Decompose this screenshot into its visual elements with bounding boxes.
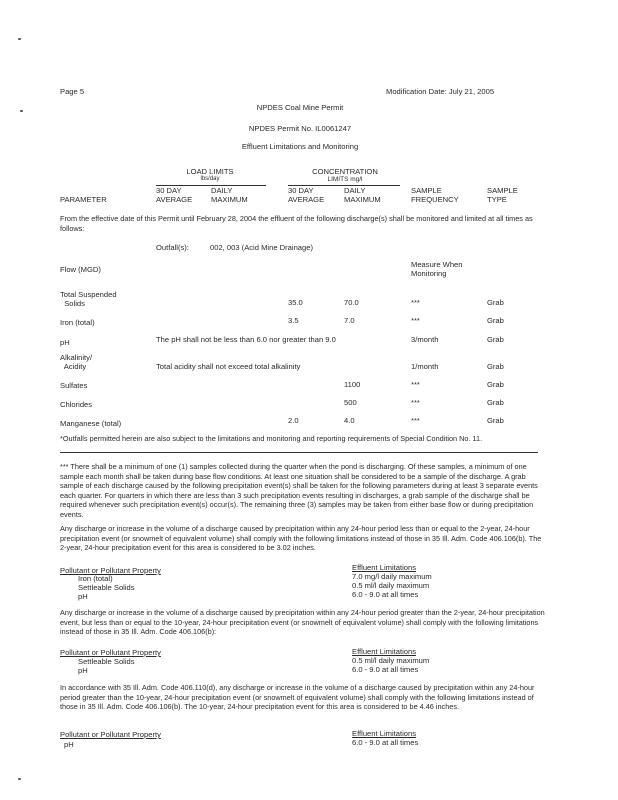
sampling-paragraph: *** There shall be a minimum of one (1) samples collected during the quarter when the pond is discharging. Of these samples, a minimum of one sample each month shall be taken during base flow conditions. At least one situation shall be considered to be a sample of the discharge. A grab sample of each discharge caused by the following precipitation event(s) shall be taken for the following parameters during at least 3 separate events each quarter. For quarters in which there are less than 3 such precipitation events resulting in discharges, a grab sample of the discharge shall be required whenever such precipitation event(s) occur(s). The remaining three (3) samples may be taken from either base flow or during precipitation events. xyxy=(60,462,538,519)
row-type: Grab xyxy=(487,362,504,371)
row-frequency: Measure When Monitoring xyxy=(411,260,463,278)
permit-number: NPDES Permit No. IL0061247 xyxy=(248,124,352,133)
row-parameter: Chlorides xyxy=(60,400,93,409)
row-conc-max: 4.0 xyxy=(344,416,355,425)
modification-date: Modification Date: July 21, 2005 xyxy=(386,87,495,96)
row-frequency: *** xyxy=(411,398,420,407)
page-number: Page 5 xyxy=(60,87,85,96)
row-parameter: Alkalinity/ Acidity xyxy=(60,353,93,371)
row-type: Grab xyxy=(487,398,504,407)
pollutant-name: Settleable Solids xyxy=(78,657,135,666)
row-conc-max: 70.0 xyxy=(344,298,359,307)
row-type: Grab xyxy=(487,380,504,389)
ten-year-event-paragraph: Any discharge or increase in the volume of a discharge caused by precipitation within any 24-hour period greater than the 2-year, 24-hour precipitation event, but less than or equal to the 10-year, 24-hour precipitation event (or snowmelt of equivalent volume) shall comply with the following limitations instead of those in 35 Ill. Adm. Code 406.106(b): xyxy=(60,608,545,637)
scan-speck xyxy=(18,778,21,780)
load-limits-heading: LOAD LIMITS xyxy=(186,167,234,176)
row-conc-avg: 35.0 xyxy=(288,298,303,307)
load-units: lbs/day xyxy=(200,176,220,182)
row-conc-max: 500 xyxy=(344,398,357,407)
effluent-limitations-heading: Effluent Limitations xyxy=(352,729,417,738)
col-load-max: DAILY MAXIMUM xyxy=(211,186,248,204)
concentration-heading: CONCENTRATION xyxy=(312,167,378,176)
row-conc-max: 7.0 xyxy=(344,316,355,325)
row-frequency: *** xyxy=(411,380,420,389)
permit-title: NPDES Coal Mine Permit xyxy=(256,103,344,112)
divider-rule xyxy=(60,452,538,453)
pollutant-name: pH xyxy=(78,666,88,675)
col-frequency: SAMPLE FREQUENCY xyxy=(411,186,459,204)
pollutant-limit: 0.5 ml/l daily maximum xyxy=(352,656,430,665)
outfall-footnote: *Outfalls permitted herein are also subject to the limitations and monitoring and reporting requirements of Special Condition No. 11. xyxy=(60,434,483,443)
pollutant-limit: 6.0 - 9.0 at all times xyxy=(352,665,419,674)
pollutant-heading: Pollutant or Pollutant Property xyxy=(60,566,161,575)
row-frequency: 3/month xyxy=(411,335,439,344)
pollutant-limit: 6.0 - 9.0 at all times xyxy=(352,590,419,599)
row-note: Total acidity shall not exceed total alkalinity xyxy=(156,362,301,371)
row-parameter: Manganese (total) xyxy=(60,419,122,428)
row-frequency: *** xyxy=(411,416,420,425)
conc-units: LIMITS mg/l xyxy=(327,176,363,183)
section-title: Effluent Limitations and Monitoring xyxy=(241,142,359,151)
row-frequency: *** xyxy=(411,316,420,325)
col-type: SAMPLE TYPE xyxy=(487,186,518,204)
row-note: The pH shall not be less than 6.0 nor greater than 9.0 xyxy=(156,335,336,344)
row-type: Grab xyxy=(487,416,504,425)
outfall-label: Outfall(s): xyxy=(156,243,189,252)
row-parameter: pH xyxy=(60,338,70,347)
effluent-limitations-heading: Effluent Limitations xyxy=(352,647,417,656)
scan-speck xyxy=(18,38,21,40)
col-parameter: PARAMETER xyxy=(60,195,107,204)
row-parameter: Iron (total) xyxy=(60,318,95,327)
intro-paragraph: From the effective date of this Permit until February 28, 2004 the effluent of the following discharge(s) shall be monitored and limited at all times as follows: xyxy=(60,214,533,233)
row-conc-avg: 2.0 xyxy=(288,416,299,425)
outfall-value: 002, 003 (Acid Mine Drainage) xyxy=(210,243,313,252)
two-year-event-paragraph: Any discharge or increase in the volume of a discharge caused by precipitation within any 24-hour period less than or equal to the 2-year, 24-hour precipitation event (or snowmelt of equivalent volume) shall comply with the following limitations instead of those in 35 Ill. Adm. Code 406.106(b). The 2-year, 24-hour precipitation event for this area is considered to be 3.02 inches. xyxy=(60,524,542,553)
row-conc-avg: 3.5 xyxy=(288,316,299,325)
col-conc-avg: 30 DAY AVERAGE xyxy=(288,186,325,204)
row-frequency: *** xyxy=(411,298,420,307)
row-frequency: 1/month xyxy=(411,362,439,371)
pollutant-name: Settleable Solids xyxy=(78,583,135,592)
row-conc-max: 1100 xyxy=(344,380,361,389)
pollutant-name: pH xyxy=(78,592,88,601)
row-type: Grab xyxy=(487,316,504,325)
pollutant-name: Iron (total) xyxy=(78,574,113,583)
col-load-avg: 30 DAY AVERAGE xyxy=(156,186,193,204)
scan-speck xyxy=(20,110,23,112)
pollutant-limit: 6.0 - 9.0 at all times xyxy=(352,738,419,747)
pollutant-name: pH xyxy=(64,740,74,749)
col-conc-max: DAILY MAXIMUM xyxy=(344,186,381,204)
above-ten-year-paragraph: In accordance with 35 Ill. Adm. Code 406.110(d), any discharge or increase in the volume of a discharge caused by precipitation within any 24-hour period greater than the 10-year, 24-hour precipitation event (or snowmelt of equivalent volume) shall comply with the following limitations instead of those in 35 Ill. Adm. Code 406.106(b). The 10-year, 24-hour precipitation event for this area is considered to be 4.46 inches. xyxy=(60,683,535,712)
effluent-limitations-heading: Effluent Limitations xyxy=(352,563,417,572)
pollutant-limit: 0.5 ml/l daily maximum xyxy=(352,581,430,590)
pollutant-heading: Pollutant or Pollutant Property xyxy=(60,648,161,657)
row-parameter: Sulfates xyxy=(60,381,88,390)
pollutant-limit: 7.0 mg/l daily maximum xyxy=(352,572,432,581)
row-parameter: Flow (MGD) xyxy=(60,265,101,274)
row-parameter: Total Suspended Solids xyxy=(60,290,117,308)
row-type: Grab xyxy=(487,298,504,307)
pollutant-heading: Pollutant or Pollutant Property xyxy=(60,730,161,739)
row-type: Grab xyxy=(487,335,504,344)
